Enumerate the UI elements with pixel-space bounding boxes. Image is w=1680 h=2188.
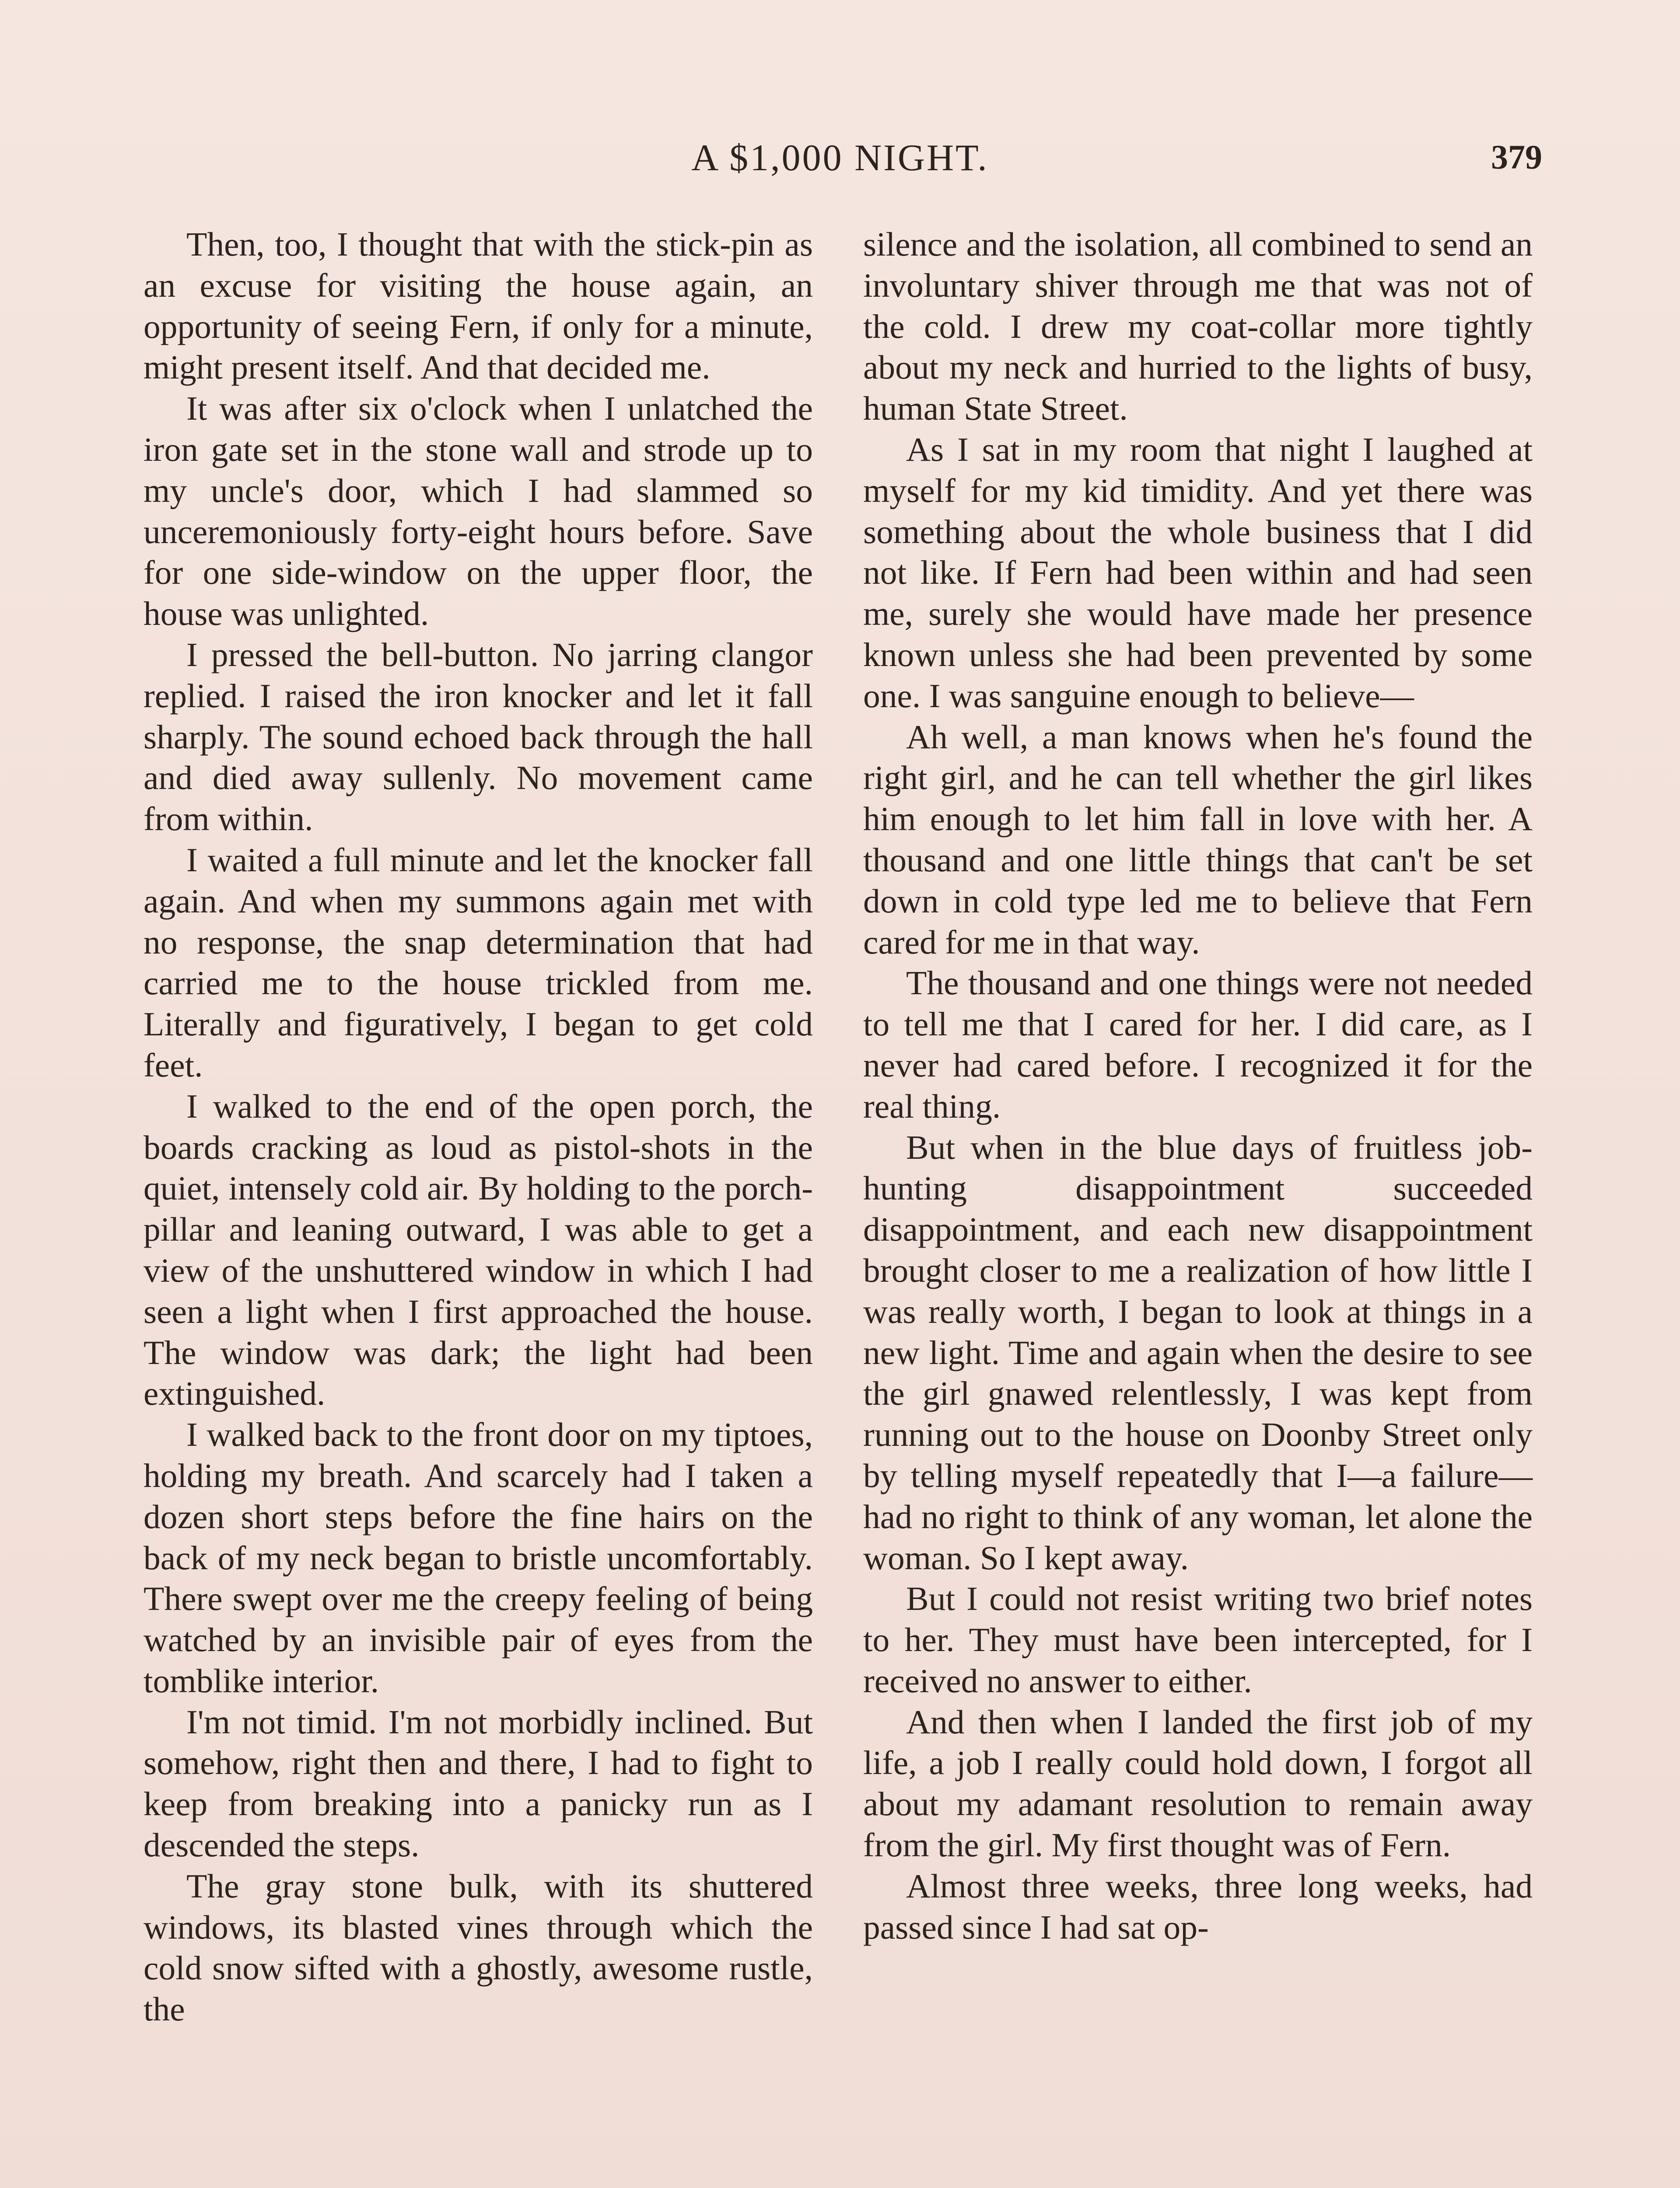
left-column <box>144 224 813 2030</box>
paragraph: But when in the blue days of fruitless job-hunting disappointment succeeded disappointment, and each new disappointment brought closer to me a realization of how little I was really worth, I began to look at things in a new light. Time and again when the desire to see the girl gnawed relentlessly, I was kept from running out to the house on Doonby Street only by telling myself repeatedly that I—a failure—had no right to think of any woman, let alone the woman. So I kept away. <box>863 1128 1533 1577</box>
running-title: A $1,000 NIGHT. <box>691 137 989 179</box>
paragraph-continuation: silence and the isolation, all combined to send an involuntary shiver through me that was not of the cold. I drew my coat-collar more tightly about my neck and hurried to the lights of busy, human State Street. <box>863 225 1533 428</box>
paragraph: And then when I landed the first job of my life, a job I really could hold down, I forgot all about my adamant resolution to remain away from the girl. My first thought was of Fern. <box>863 1703 1533 1864</box>
paragraph: I walked to the end of the open porch, the boards cracking as loud as pistol-shots in the quiet, intensely cold air. By holding to the porch-pillar and leaning outward, I was able to get a view of the unshuttered window in which I had seen a light when I first approached the house. The window was dark; the light had been extinguished. <box>144 1087 813 1413</box>
paragraph: I pressed the bell-button. No jarring clangor replied. I raised the iron knocker and let it fall sharply. The sound echoed back through the hall and died away sullenly. No movement came from within. <box>144 635 813 838</box>
paragraph: Then, too, I thought that with the stick-pin as an excuse for visiting the house again, an opportunity of seeing Fern, if only for a minute, might present itself. And that decided me. <box>144 225 813 386</box>
page-header <box>0 131 1680 193</box>
right-column <box>863 224 1533 1948</box>
paragraph: Ah well, a man knows when he's found the right girl, and he can tell whether the girl likes him enough to let him fall in love with her. A thousand and one little things that can't be set down in cold type led me to believe that Fern cared for me in that way. <box>863 718 1533 961</box>
paragraph: Almost three weeks, three long weeks, had passed since I had sat op- <box>863 1867 1533 1946</box>
page-number: 379 <box>1491 138 1542 176</box>
paragraph: As I sat in my room that night I laughed at myself for my kid timidity. And yet there was something about the whole business that I did not like. If Fern had been within and had seen me, surely she would have made her presence known unless she had been prevented by some one. I was sanguine enough to believe— <box>863 430 1533 715</box>
paragraph: But I could not resist writing two brief notes to her. They must have been intercepted, for I received no answer to either. <box>863 1580 1533 1700</box>
paragraph: I walked back to the front door on my tiptoes, holding my breath. And scarcely had I taken a dozen short steps before the fine hairs on the back of my neck began to bristle uncomfortably. There swept over me the creepy feeling of being watched by an invisible pair of eyes from the tomblike interior. <box>144 1416 813 1700</box>
paragraph: The thousand and one things were not needed to tell me that I cared for her. I did care, as I never had cared before. I recognized it for the real thing. <box>863 964 1533 1125</box>
paragraph: It was after six o'clock when I unlatched the iron gate set in the stone wall and strode up to my uncle's door, which I had slammed so unceremoniously forty-eight hours before. Save for one side-window on the upper floor, the house was unlighted. <box>144 389 813 633</box>
paragraph: I'm not timid. I'm not morbidly inclined. But somehow, right then and there, I had to fight to keep from breaking into a panicky run as I descended the steps. <box>144 1703 813 1864</box>
paragraph: The gray stone bulk, with its shuttered windows, its blasted vines through which the cold snow sifted with a ghostly, awesome rustle, the <box>144 1867 813 2028</box>
paragraph: I waited a full minute and let the knocker fall again. And when my summons again met with no response, the snap determination that had carried me to the house trickled from me. Literally and figuratively, I began to get cold feet. <box>144 841 813 1084</box>
